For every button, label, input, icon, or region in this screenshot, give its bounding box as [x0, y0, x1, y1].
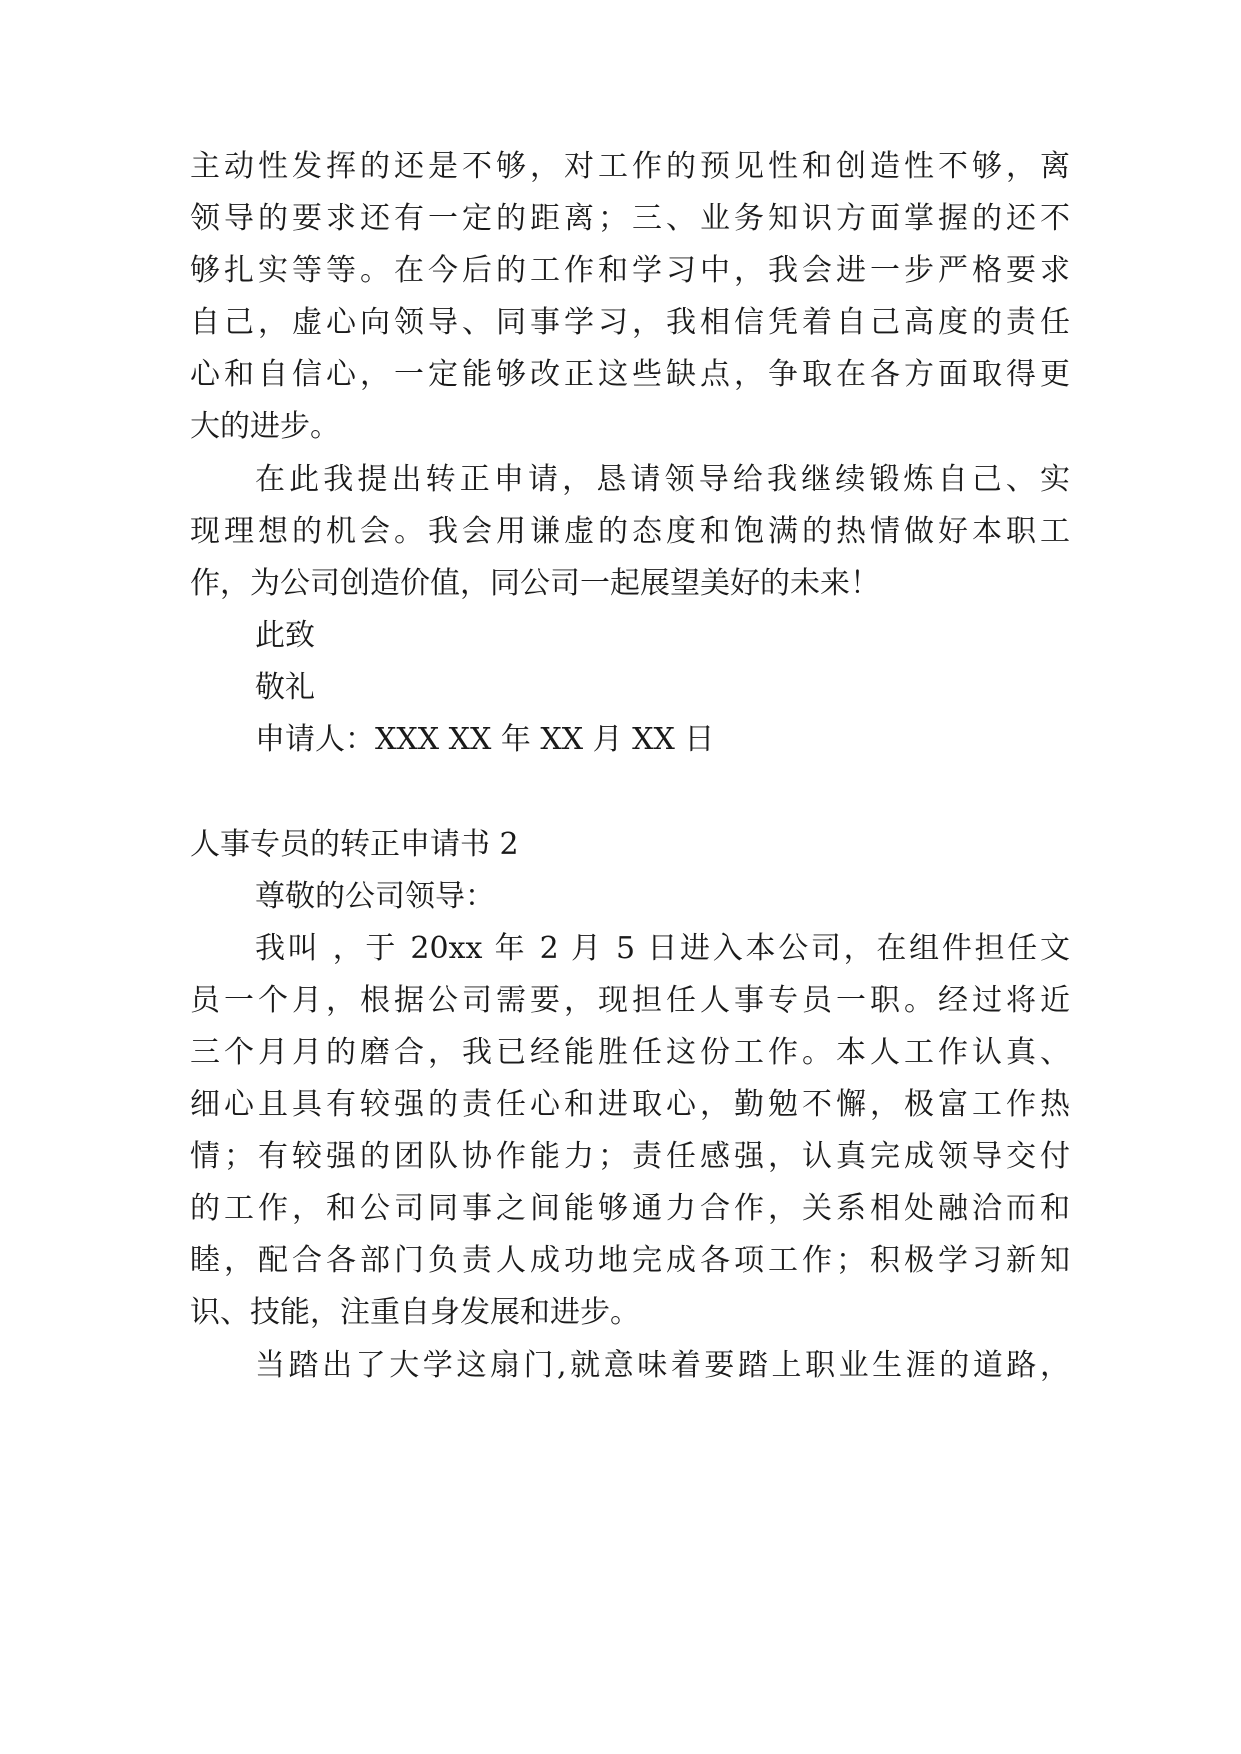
salutation: 尊敬的公司领导： — [255, 879, 495, 914]
paragraph-line: 大的进步。 — [190, 409, 340, 444]
paragraph-line: 现理想的机会。我会用谦虚的态度和饱满的热情做好本职工 — [190, 514, 1070, 549]
signature-line: 申请人：XXX XX 年 XX 月 XX 日 — [255, 722, 715, 757]
paragraph-line: 当踏出了大学这扇门,就意味着要踏上职业生涯的道路， — [255, 1348, 1070, 1383]
paragraph-line: 自己，虚心向领导、同事学习，我相信凭着自己高度的责任 — [190, 305, 1070, 340]
paragraph-line: 情；有较强的团队协作能力；责任感强，认真完成领导交付 — [190, 1139, 1070, 1174]
section-title: 人事专员的转正申请书 2 — [190, 827, 519, 862]
paragraph-line: 员一个月，根据公司需要，现担任人事专员一职。经过将近 — [190, 983, 1070, 1018]
paragraph-line: 领导的要求还有一定的距离；三、业务知识方面掌握的还不 — [190, 201, 1070, 236]
paragraph-line: 的工作，和公司同事之间能够通力合作，关系相处融洽而和 — [190, 1191, 1070, 1226]
paragraph-line: 作，为公司创造价值，同公司一起展望美好的未来！ — [190, 566, 880, 601]
paragraph-line: 细心且具有较强的责任心和进取心，勤勉不懈，极富工作热 — [190, 1087, 1070, 1122]
paragraph-line: 我叫 ，于 20xx 年 2 月 5 日进入本公司，在组件担任文 — [255, 931, 1070, 966]
paragraph-line: 心和自信心，一定能够改正这些缺点，争取在各方面取得更 — [190, 357, 1070, 392]
paragraph-line: 主动性发挥的还是不够，对工作的预见性和创造性不够，离 — [190, 149, 1070, 184]
paragraph-line: 三个月月的磨合，我已经能胜任这份工作。本人工作认真、 — [190, 1035, 1070, 1070]
paragraph-line: 识、技能，注重自身发展和进步。 — [190, 1295, 640, 1330]
paragraph-line: 睦，配合各部门负责人成功地完成各项工作；积极学习新知 — [190, 1243, 1070, 1278]
closing-regards: 敬礼 — [255, 670, 315, 705]
closing-text: 此致 — [255, 618, 315, 653]
paragraph-line: 在此我提出转正申请，恳请领导给我继续锻炼自己、实 — [255, 462, 1070, 497]
paragraph-line: 够扎实等等。在今后的工作和学习中，我会进一步严格要求 — [190, 253, 1070, 288]
